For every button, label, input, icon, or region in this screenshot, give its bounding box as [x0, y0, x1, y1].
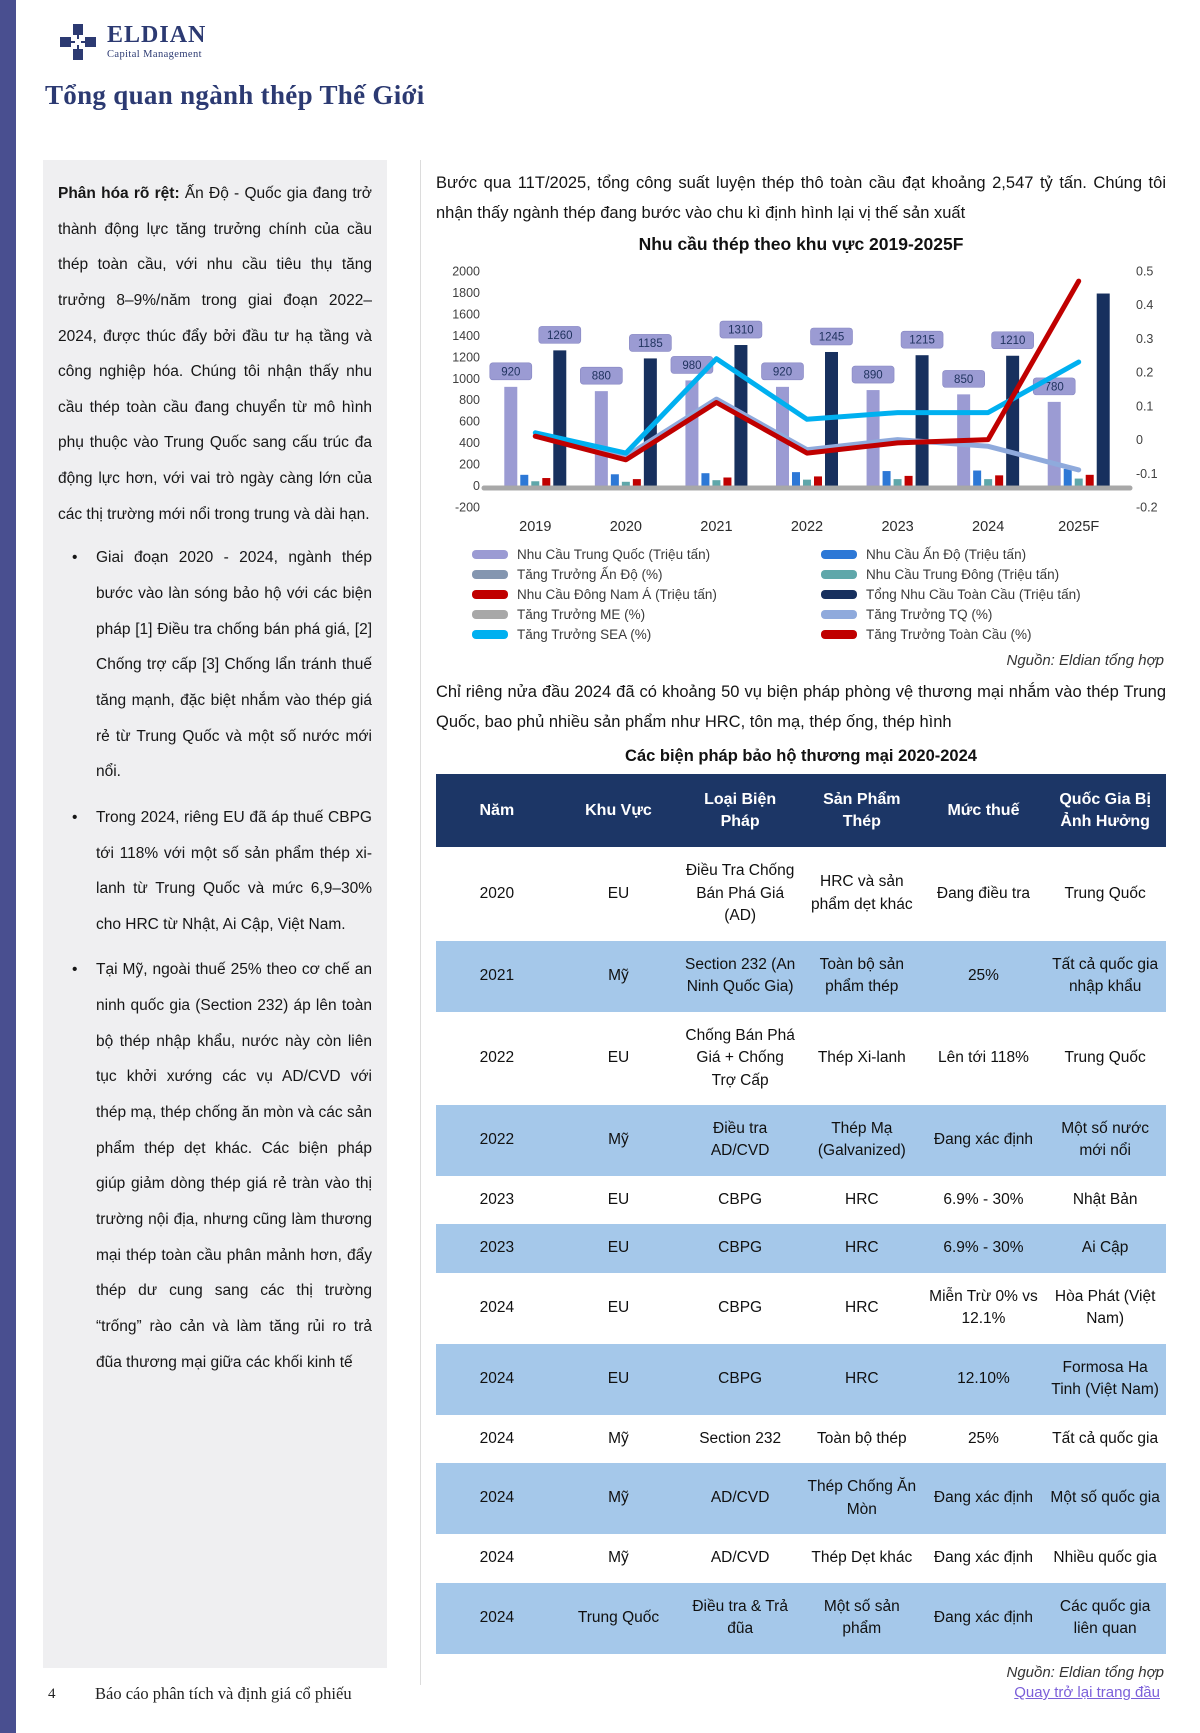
legend-swatch — [821, 610, 857, 619]
table-cell: Thép Dẹt khác — [811, 1549, 913, 1567]
table-cell: CBPG — [718, 1239, 763, 1257]
bar-value-label: 1215 — [909, 334, 935, 347]
bullet-item: • Trong 2024, riêng EU đã áp thuế CBPG tới 118% với một số sản phẩm thép xi-lanh từ Trung Quốc và mức 6,9–30% cho HRC từ Nhật, Ai Cập, Việt Nam. — [72, 800, 372, 943]
bar-value-label: 1185 — [637, 337, 663, 350]
table-cell: Tất cả quốc gia — [1052, 1429, 1159, 1447]
demand-chart-svg — [436, 257, 1166, 541]
bar — [531, 481, 539, 485]
bar-value-label: 890 — [863, 369, 883, 382]
table-cell: EU — [607, 1239, 630, 1257]
table-cell: 25% — [967, 1429, 999, 1447]
table-row — [436, 1176, 1166, 1224]
bullet-item: • Giai đoạn 2020 - 2024, ngành thép bước vào làn sóng bảo hộ với các biện pháp [1] Điều tra chống bán phá giá, [2] Chống trợ cấp [3] Chống lẩn tránh thuế tăng mạnh, đặc biệt nhắm vào thép giá rẻ từ Trung Quốc và một số nước mới nổi. — [72, 540, 372, 789]
trade-defense-paragraph: Chỉ riêng nửa đầu 2024 đã có khoảng 50 vụ biện pháp phòng vệ thương mại nhắm vào thép Trung Quốc, bao phủ nhiều sản phẩm như HRC, tôn mạ, thép ống, thép hình — [436, 683, 1166, 732]
left-axis-tick: 2000 — [452, 264, 480, 279]
legend-swatch — [821, 590, 857, 599]
legend-item — [472, 607, 817, 622]
table-cell: Toàn bộ thép — [816, 1429, 907, 1447]
bar-value-label: 880 — [591, 370, 611, 383]
table-column-header: Quốc Gia Bị Ảnh Hưởng — [1044, 774, 1166, 847]
footer-label: Báo cáo phân tích và định giá cổ phiếu — [95, 1684, 352, 1703]
table-cell: HRC và sản phẩm dẹt khác — [810, 873, 913, 913]
table-cell: Đang điều tra — [936, 884, 1030, 902]
bar — [803, 480, 811, 486]
table-cell: Trung Quốc — [1064, 1049, 1146, 1067]
table-cell: Trung Quốc — [577, 1608, 660, 1626]
x-axis-label: 2021 — [700, 519, 733, 536]
chart-legend — [436, 541, 1166, 642]
table-cell: Mỹ — [608, 1489, 629, 1507]
left-axis-tick: 400 — [459, 436, 480, 451]
bar — [622, 482, 630, 486]
bar — [894, 479, 902, 485]
table-cell: Miễn Trừ 0% vs 12.1% — [929, 1287, 1038, 1328]
table-row — [436, 1415, 1166, 1463]
table-cell: 2023 — [479, 1239, 515, 1257]
table-row — [436, 1344, 1166, 1415]
right-axis-tick: 0.1 — [1136, 399, 1154, 414]
table-source: Nguồn: Eldian tổng hợp — [1006, 1663, 1164, 1681]
right-column — [420, 160, 1166, 1685]
left-panel-bullets — [58, 540, 372, 1380]
table-row — [436, 1463, 1166, 1534]
table-cell: EU — [607, 1049, 630, 1067]
left-axis-tick: 800 — [459, 393, 480, 408]
table-column-header: Khu Vực — [558, 774, 680, 847]
bar — [1048, 402, 1061, 486]
table-cell: Mỹ — [608, 1131, 629, 1149]
footer — [0, 1682, 1200, 1722]
table-cell: HRC — [845, 1239, 879, 1257]
table-cell: HRC — [845, 1190, 879, 1208]
bullet-item: • Tại Mỹ, ngoài thuế 25% theo cơ chế an ninh quốc gia (Section 232) áp lên toàn bộ thép nhập khẩu, nước này còn liên tục khởi xướng các vụ AD/CVD với thép mạ, thép chống ăn mòn và các sản phẩm thép dẹt khác. Các biện pháp giúp giảm dòng thép giá rẻ tràn vào thị trường nội địa, nhưng cũng làm thương mại thép toàn cầu phân mảnh hơn, đẩy thép dư cung sang các thị trường “trống” rào cản và làm tăng rủi ro trả đũa thương mại giữa các khối kinh tế — [72, 952, 372, 1380]
legend-swatch — [821, 550, 857, 559]
legend-item — [472, 627, 817, 642]
table-cell: CBPG — [718, 1370, 763, 1388]
bar-value-label: 1310 — [728, 324, 754, 337]
bar — [916, 355, 929, 485]
legend-swatch — [821, 570, 857, 579]
legend-swatch — [472, 590, 508, 599]
legend-label: Tăng Trưởng ME (%) — [517, 607, 646, 623]
table-cell: Hòa Phát (Việt Nam) — [1054, 1287, 1156, 1328]
trade-measures-table — [436, 774, 1166, 1654]
bar — [701, 473, 709, 485]
back-to-first-page-link[interactable]: Quay trở lại trang đầu — [1014, 1684, 1160, 1701]
legend-item — [821, 547, 1166, 562]
bar — [792, 472, 800, 485]
table-row — [436, 1273, 1166, 1344]
logo-subtext: Capital Management — [107, 49, 202, 61]
table-cell: Đang xác định — [933, 1489, 1033, 1507]
legend-item — [821, 587, 1166, 602]
legend-swatch — [472, 610, 508, 619]
table-cell: 2024 — [479, 1299, 515, 1317]
table-cell: EU — [607, 1299, 630, 1317]
table-cell: EU — [607, 1370, 630, 1388]
table-cell: Nhiều quốc gia — [1053, 1549, 1157, 1567]
table-cell: Một số sản phẩm — [823, 1597, 900, 1638]
table-cell: Mỹ — [608, 966, 629, 984]
bar — [712, 480, 720, 485]
left-axis-tick: 1200 — [452, 350, 480, 365]
legend-label: Tăng Trưởng SEA (%) — [517, 627, 652, 643]
table-cell: Thép Mạ (Galvanized) — [817, 1120, 906, 1160]
lead-bold: Phân hóa rõ rệt: — [58, 185, 180, 202]
table-cell: Toàn bộ sản phẩm thép — [819, 955, 905, 996]
table-cell: CBPG — [718, 1190, 763, 1208]
bar — [995, 475, 1003, 485]
chart-source: Nguồn: Eldian tổng hợp — [1006, 652, 1164, 670]
table-column-header: Loại Biện Pháp — [679, 774, 801, 847]
legend-item — [472, 567, 817, 582]
legend-item — [821, 567, 1166, 582]
legend-label: Tăng Trưởng Toàn Cầu (%) — [866, 627, 1032, 643]
table-cell: Một số nước mới nổi — [1061, 1120, 1149, 1160]
legend-label: Tăng Trưởng TQ (%) — [866, 607, 993, 623]
table-cell: 2022 — [479, 1131, 515, 1149]
bar — [883, 471, 891, 485]
page-title: Tổng quan ngành thép Thế Giới — [45, 80, 425, 110]
table-cell: 2021 — [479, 966, 515, 984]
left-axis-tick: 1000 — [452, 371, 480, 386]
table-cell: Điều tra & Trả đũa — [692, 1597, 788, 1638]
table-row — [436, 1012, 1166, 1105]
intro-paragraph: Bước qua 11T/2025, tổng công suất luyện thép thô toàn cầu đạt khoảng 2,547 tỷ tấn. Chúng tôi nhận thấy ngành thép đang bước vào chu kì định hình lại vị thế sản xuất — [436, 174, 1166, 223]
bar — [1086, 475, 1094, 486]
table-column-header: Mức thuế — [923, 774, 1045, 847]
bar-value-label: 1260 — [546, 329, 573, 342]
x-axis-label: 2022 — [790, 519, 824, 536]
table-row — [436, 847, 1166, 940]
eldian-logo — [58, 22, 206, 62]
bar-value-label: 1210 — [999, 335, 1026, 348]
table-head — [436, 774, 1166, 847]
legend-swatch — [472, 570, 508, 579]
left-axis-tick: 200 — [459, 457, 480, 472]
table-cell: AD/CVD — [710, 1549, 770, 1567]
bar — [553, 350, 566, 485]
bar-value-label: 780 — [1044, 381, 1064, 394]
table-cell: 2024 — [479, 1608, 515, 1626]
table-cell: Section 232 (An Ninh Quốc Gia) — [684, 955, 796, 996]
table-row — [436, 1105, 1166, 1176]
table-cell: 25% — [967, 966, 999, 984]
table-cell: 2022 — [479, 1049, 515, 1067]
x-axis-label: 2020 — [609, 519, 642, 536]
legend-label: Nhu Cầu Đông Nam Á (Triệu tấn) — [517, 587, 717, 603]
table-cell: Một số quốc gia — [1050, 1489, 1160, 1507]
bar — [611, 474, 619, 485]
legend-label: Nhu Cầu Trung Đông (Triệu tấn) — [866, 567, 1060, 583]
legend-item — [821, 607, 1166, 622]
table-cell: 2024 — [479, 1489, 515, 1507]
right-axis-tick: 0.5 — [1136, 264, 1154, 279]
table-column-header: Năm — [436, 774, 558, 847]
table-cell: HRC — [845, 1370, 879, 1388]
right-axis-tick: 0.4 — [1136, 298, 1154, 313]
table-cell: 2020 — [479, 884, 515, 902]
steel-demand-chart — [436, 234, 1166, 669]
x-axis-label: 2019 — [519, 519, 552, 536]
table-cell: CBPG — [718, 1299, 763, 1317]
table-cell: Mỹ — [608, 1429, 629, 1447]
table-cell: Lên tới 118% — [938, 1049, 1029, 1067]
table-cell: Điều Tra Chống Bán Phá Giá (AD) — [685, 862, 795, 925]
table-cell: Điều tra AD/CVD — [710, 1120, 770, 1160]
table-cell: Đang xác định — [933, 1608, 1033, 1626]
legend-item — [821, 627, 1166, 642]
table-row — [436, 1224, 1166, 1272]
bar — [814, 476, 822, 485]
table-cell: 6.9% - 30% — [943, 1239, 1024, 1257]
table-cell: EU — [607, 884, 630, 902]
left-accent-stripe — [0, 0, 16, 1733]
bar-value-label: 920 — [501, 366, 521, 379]
table-cell: HRC — [845, 1299, 879, 1317]
table-cell: Section 232 — [699, 1429, 782, 1447]
bar-value-label: 980 — [682, 359, 702, 372]
bar-value-label: 920 — [772, 366, 793, 379]
legend-label: Nhu Cầu Trung Quốc (Triệu tấn) — [517, 547, 711, 563]
x-axis-label: 2023 — [881, 519, 914, 536]
bar — [1006, 356, 1019, 486]
left-axis-tick: 0 — [473, 479, 480, 494]
bar — [520, 475, 528, 486]
legend-item — [472, 547, 817, 562]
table-cell: Tất cả quốc gia nhập khẩu — [1052, 955, 1159, 996]
left-axis-tick: 600 — [459, 414, 480, 429]
table-cell: 2024 — [479, 1429, 515, 1447]
bar — [973, 471, 981, 486]
table-cell: Đang xác định — [933, 1549, 1033, 1567]
right-axis-tick: 0.2 — [1136, 365, 1154, 380]
left-axis-tick: 1600 — [452, 307, 480, 322]
table-cell: 2023 — [479, 1190, 515, 1208]
logo-text: ELDIAN — [107, 22, 207, 49]
x-axis-label: 2025F — [1058, 519, 1100, 536]
table-cell: 6.9% - 30% — [943, 1190, 1024, 1208]
right-axis-tick: -0.1 — [1136, 466, 1158, 481]
bar — [595, 391, 608, 485]
table-cell: Thép Xi-lanh — [817, 1049, 906, 1067]
table-cell: Nhật Bản — [1072, 1190, 1138, 1208]
table-cell: Trung Quốc — [1064, 884, 1146, 902]
bar-value-label: 1245 — [818, 331, 845, 344]
legend-item — [472, 587, 817, 602]
table-cell: 2024 — [479, 1549, 515, 1567]
legend-label: Tăng Trưởng Ấn Độ (%) — [517, 567, 663, 583]
table-cell: Chống Bán Phá Giá + Chống Trợ Cấp — [685, 1026, 795, 1089]
table-title: Các biện pháp bảo hộ thương mại 2020-2024 — [625, 747, 977, 766]
bar — [905, 476, 913, 486]
page-number: 4 — [48, 1686, 56, 1702]
bar — [542, 478, 550, 486]
legend-column — [821, 547, 1166, 642]
legend-swatch — [472, 550, 508, 559]
table-cell: Thép Chống Ăn Mòn — [807, 1478, 917, 1518]
table-body — [436, 847, 1166, 1653]
bar — [633, 479, 641, 485]
right-axis-tick: 0.3 — [1136, 331, 1154, 346]
legend-column — [472, 547, 817, 642]
bar — [984, 479, 992, 485]
lead-text: Ấn Độ - Quốc gia đang trở thành động lực tăng trưởng chính của cầu thép toàn cầu, với nhu cầu tiêu thụ tăng trưởng 8–9%/năm trong giai đoạn 2022–2024, được thúc đẩy bởi đầu tư hạ tầng và công nghiệp hóa. Chúng tôi nhận thấy nhu cầu thép toàn cầu đang chuyển từ mô hình phụ thuộc vào Trung Quốc sang cấu trúc đa động lực hơn, với vai trò ngày càng lớn của các thị trường mới nổi trong trung và dài hạn. — [58, 185, 372, 523]
left-axis-tick: -200 — [454, 500, 480, 515]
left-axis-tick: 1800 — [452, 285, 480, 300]
table-column-header: Sản Phẩm Thép — [801, 774, 923, 847]
table-cell: AD/CVD — [710, 1489, 770, 1507]
table-cell: 12.10% — [957, 1370, 1010, 1388]
table-cell: EU — [607, 1190, 630, 1208]
table-cell: Đang xác định — [933, 1131, 1033, 1149]
table-row — [436, 1534, 1166, 1582]
right-axis-tick: -0.2 — [1136, 500, 1158, 515]
bar — [685, 380, 698, 485]
bar — [723, 478, 731, 486]
bar-value-label: 850 — [954, 373, 974, 386]
legend-swatch — [821, 630, 857, 639]
table-header-row — [436, 774, 1166, 847]
eldian-logo-icon — [58, 22, 98, 62]
table-cell: Formosa Ha Tinh (Việt Nam) — [1051, 1358, 1159, 1399]
bar — [1075, 479, 1083, 486]
bar — [867, 390, 880, 485]
table-cell: Các quốc gia liên quan — [1059, 1597, 1151, 1638]
table-row — [436, 1583, 1166, 1654]
chart-title: Nhu cầu thép theo khu vực 2019-2025F — [638, 234, 964, 255]
left-axis-tick: 1400 — [452, 328, 480, 343]
legend-label: Nhu Cầu Ấn Độ (Triệu tấn) — [866, 547, 1027, 563]
lead-paragraph — [58, 176, 372, 532]
bar — [1064, 469, 1072, 486]
table-row — [436, 941, 1166, 1012]
bar — [1097, 294, 1110, 486]
legend-swatch — [472, 630, 508, 639]
x-axis-label: 2024 — [972, 519, 1005, 536]
table-cell: 2024 — [479, 1370, 515, 1388]
left-text-panel — [43, 160, 387, 1668]
bar — [504, 387, 517, 486]
legend-label: Tổng Nhu Cầu Toàn Cầu (Triệu tấn) — [866, 587, 1081, 603]
table-cell: Ai Cập — [1081, 1239, 1129, 1257]
right-axis-tick: 0 — [1136, 433, 1143, 448]
table-cell: Mỹ — [608, 1549, 629, 1567]
